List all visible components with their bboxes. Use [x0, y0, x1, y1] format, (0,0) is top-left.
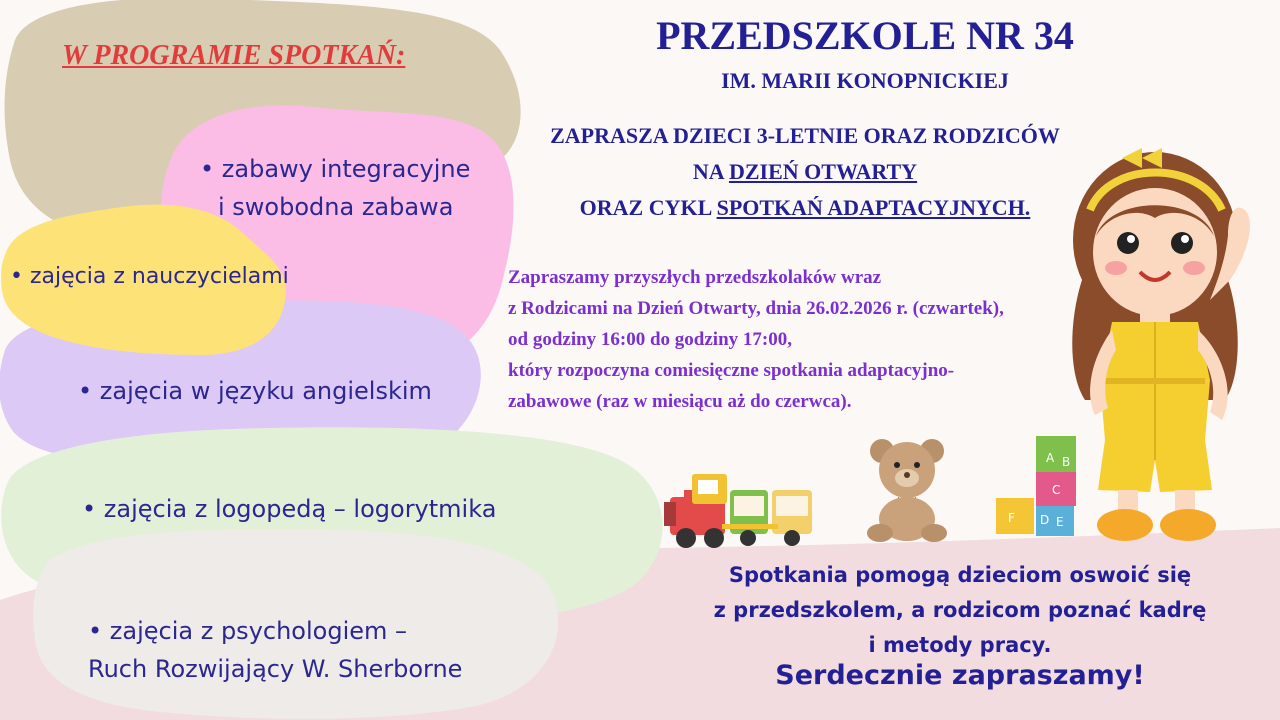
details-line-2: z Rodzicami na Dzień Otwarty, dnia 26.02.2026 r. (czwartek),: [508, 298, 1004, 319]
details-line-4: który rozpoczyna comiesięczne spotkania adaptacyjno-: [508, 360, 955, 381]
block-letter-b: B: [1062, 455, 1071, 469]
footer-line-1: Spotkania pomogą dzieciom oswoić się: [728, 563, 1192, 587]
block-letter-a: A: [1046, 451, 1055, 465]
teddy-bear-icon: [862, 435, 952, 543]
program-item-5-line2: Ruch Rozwijający W. Sherborne: [88, 655, 463, 683]
invitation-line2: [490, 154, 1120, 190]
closing-text: Serdecznie zapraszamy!: [775, 660, 1145, 691]
program-item-5-line1: • zajęcia z psychologiem –: [88, 617, 408, 645]
block-letter-c: C: [1052, 483, 1061, 497]
invitation-line3: [490, 190, 1120, 226]
program-item-1-line1: • zabawy integracyjne: [200, 155, 471, 183]
invitation-line2-prefix: NA: [692, 159, 729, 184]
program-item-1: [200, 150, 490, 226]
program-item-5: [88, 612, 462, 688]
details-line-1: Zapraszamy przyszłych przedszkolaków wraz: [508, 267, 882, 288]
adaptation-meetings-link: SPOTKAŃ ADAPTACYJNYCH.: [716, 195, 1031, 220]
girl-illustration: [1050, 140, 1260, 550]
footer-line-2: z przedszkolem, a rodzicom poznać kadrę: [713, 598, 1207, 622]
toy-train-icon: [662, 462, 822, 552]
program-heading: W PROGRAMIE SPOTKAŃ:: [62, 40, 406, 71]
block-letter-f: F: [1008, 511, 1015, 525]
details-line-3: od godziny 16:00 do godziny 17:00,: [508, 329, 792, 350]
open-day-link: DZIEŃ OTWARTY: [728, 159, 918, 184]
details: [508, 262, 1128, 417]
details-line-5: zabawowe (raz w miesiącu aż do czerwca).: [508, 391, 852, 412]
invitation-line3-prefix: ORAZ CYKL: [579, 195, 717, 220]
footer-line-3: i metody pracy.: [868, 633, 1052, 657]
footer-text: [650, 558, 1270, 663]
program-item-4: • zajęcia z logopedą – logorytmika: [82, 495, 497, 523]
block-letter-d: D: [1040, 513, 1050, 527]
block-letter-e: E: [1056, 515, 1064, 529]
invitation: [490, 118, 1120, 226]
program-item-2: • zajęcia z nauczycielami: [10, 264, 289, 289]
page-title: PRZEDSZKOLE NR 34: [656, 13, 1074, 58]
page-subtitle: IM. MARII KONOPNICKIEJ: [721, 68, 1009, 93]
invitation-line1: ZAPRASZA DZIECI 3-LETNIE ORAZ RODZICÓW: [550, 123, 1060, 148]
program-item-1-line2: i swobodna zabawa: [218, 193, 454, 221]
program-item-3: • zajęcia w języku angielskim: [78, 377, 432, 405]
